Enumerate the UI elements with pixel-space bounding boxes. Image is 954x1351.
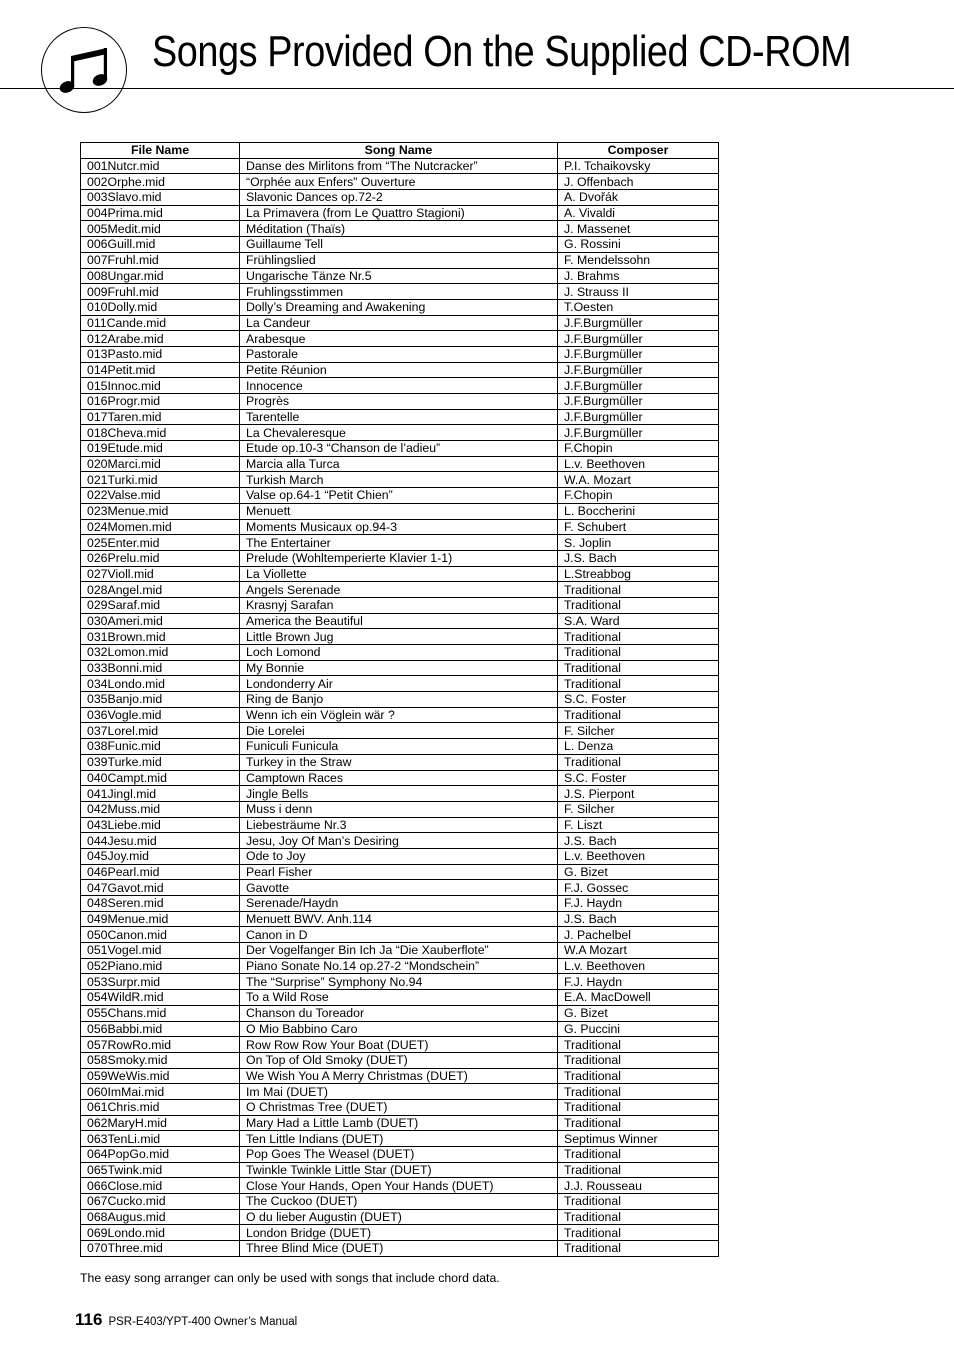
table-row xyxy=(81,519,719,535)
table-row xyxy=(81,221,719,237)
file-name-cell: 026Prelu.mid xyxy=(81,550,240,566)
table-row xyxy=(81,927,719,943)
song-name-cell: Progrès xyxy=(240,394,558,410)
file-name-cell: 056Babbi.mid xyxy=(81,1021,240,1037)
composer-cell: J.F.Burgmüller xyxy=(558,315,719,331)
table-row xyxy=(81,896,719,912)
table-row xyxy=(81,582,719,598)
song-name-cell: Little Brown Jug xyxy=(240,629,558,645)
composer-cell: Traditional xyxy=(558,660,719,676)
file-name-cell: 010Dolly.mid xyxy=(81,299,240,315)
table-row xyxy=(81,174,719,190)
table-body xyxy=(81,158,719,1256)
song-name-cell: We Wish You A Merry Christmas (DUET) xyxy=(240,1068,558,1084)
file-name-cell: 030Ameri.mid xyxy=(81,613,240,629)
song-name-cell: The Entertainer xyxy=(240,535,558,551)
file-name-cell: 045Joy.mid xyxy=(81,848,240,864)
table-row xyxy=(81,299,719,315)
composer-cell: Traditional xyxy=(558,1115,719,1131)
file-name-cell: 040Campt.mid xyxy=(81,770,240,786)
table-row xyxy=(81,848,719,864)
song-name-cell: On Top of Old Smoky (DUET) xyxy=(240,1052,558,1068)
song-name-cell: Dolly’s Dreaming and Awakening xyxy=(240,299,558,315)
file-name-cell: 004Prima.mid xyxy=(81,205,240,221)
table-row xyxy=(81,864,719,880)
file-name-cell: 018Cheva.mid xyxy=(81,425,240,441)
composer-cell: Traditional xyxy=(558,1037,719,1053)
table-row xyxy=(81,535,719,551)
file-name-cell: 038Funic.mid xyxy=(81,739,240,755)
song-name-cell: My Bonnie xyxy=(240,660,558,676)
file-name-cell: 047Gavot.mid xyxy=(81,880,240,896)
composer-cell: J.F.Burgmüller xyxy=(558,409,719,425)
table-row xyxy=(81,158,719,174)
song-name-cell: Pop Goes The Weasel (DUET) xyxy=(240,1147,558,1163)
table-row xyxy=(81,331,719,347)
composer-cell: Septimus Winner xyxy=(558,1131,719,1147)
composer-cell: L.Streabbog xyxy=(558,566,719,582)
table-row xyxy=(81,817,719,833)
composer-cell: A. Dvořák xyxy=(558,190,719,206)
composer-cell: J.F.Burgmüller xyxy=(558,394,719,410)
song-name-cell: La Candeur xyxy=(240,315,558,331)
file-name-cell: 021Turki.mid xyxy=(81,472,240,488)
composer-cell: S.C. Foster xyxy=(558,770,719,786)
song-name-cell: Ungarische Tänze Nr.5 xyxy=(240,268,558,284)
song-name-cell: The “Surprise” Symphony No.94 xyxy=(240,974,558,990)
table-row xyxy=(81,1068,719,1084)
table-row xyxy=(81,1131,719,1147)
song-name-cell: Krasnyj Sarafan xyxy=(240,597,558,613)
file-name-cell: 066Close.mid xyxy=(81,1178,240,1194)
composer-cell: L. Denza xyxy=(558,739,719,755)
table-row xyxy=(81,1225,719,1241)
table-row xyxy=(81,801,719,817)
table-row xyxy=(81,550,719,566)
composer-cell: J.S. Bach xyxy=(558,911,719,927)
page-footer xyxy=(75,1310,297,1330)
file-name-cell: 058Smoky.mid xyxy=(81,1052,240,1068)
composer-cell: Traditional xyxy=(558,1084,719,1100)
file-name-cell: 050Canon.mid xyxy=(81,927,240,943)
file-name-cell: 070Three.mid xyxy=(81,1241,240,1257)
file-name-cell: 023Menue.mid xyxy=(81,503,240,519)
song-name-cell: O du lieber Augustin (DUET) xyxy=(240,1209,558,1225)
table-row xyxy=(81,958,719,974)
composer-cell: J. Offenbach xyxy=(558,174,719,190)
table-row xyxy=(81,1052,719,1068)
file-name-cell: 027Violl.mid xyxy=(81,566,240,582)
table-row xyxy=(81,409,719,425)
composer-cell: J. Massenet xyxy=(558,221,719,237)
composer-cell: J.S. Bach xyxy=(558,550,719,566)
table-row xyxy=(81,394,719,410)
song-name-cell: America the Beautiful xyxy=(240,613,558,629)
file-name-cell: 019Etude.mid xyxy=(81,441,240,457)
file-name-cell: 055Chans.mid xyxy=(81,1005,240,1021)
table-row xyxy=(81,990,719,1006)
song-name-cell: Ten Little Indians (DUET) xyxy=(240,1131,558,1147)
file-name-cell: 043Liebe.mid xyxy=(81,817,240,833)
song-name-cell: Pearl Fisher xyxy=(240,864,558,880)
composer-cell: J.S. Bach xyxy=(558,833,719,849)
composer-cell: J.S. Pierpont xyxy=(558,786,719,802)
table-row xyxy=(81,833,719,849)
table-row xyxy=(81,597,719,613)
table-row xyxy=(81,441,719,457)
file-name-cell: 041Jingl.mid xyxy=(81,786,240,802)
file-name-cell: 054WildR.mid xyxy=(81,990,240,1006)
table-row xyxy=(81,676,719,692)
song-name-cell: Mary Had a Little Lamb (DUET) xyxy=(240,1115,558,1131)
table-row xyxy=(81,770,719,786)
footnote: The easy song arranger can only be used with songs that include chord data. xyxy=(80,1271,500,1285)
composer-cell: J.F.Burgmüller xyxy=(558,346,719,362)
composer-cell: J.F.Burgmüller xyxy=(558,425,719,441)
file-name-cell: 003Slavo.mid xyxy=(81,190,240,206)
manual-name: PSR-E403/YPT-400 Owner’s Manual xyxy=(108,1316,298,1328)
song-name-cell: Jesu, Joy Of Man’s Desiring xyxy=(240,833,558,849)
file-name-cell: 052Piano.mid xyxy=(81,958,240,974)
song-name-cell: London Bridge (DUET) xyxy=(240,1225,558,1241)
file-name-cell: 031Brown.mid xyxy=(81,629,240,645)
composer-cell: Traditional xyxy=(558,1068,719,1084)
song-name-cell: Liebesträume Nr.3 xyxy=(240,817,558,833)
composer-cell: J.F.Burgmüller xyxy=(558,362,719,378)
song-name-cell: La Chevaleresque xyxy=(240,425,558,441)
composer-cell: Traditional xyxy=(558,707,719,723)
composer-cell: Traditional xyxy=(558,1147,719,1163)
table-row xyxy=(81,362,719,378)
song-name-cell: Innocence xyxy=(240,378,558,394)
composer-cell: W.A Mozart xyxy=(558,943,719,959)
song-name-cell: Guillaume Tell xyxy=(240,237,558,253)
composer-cell: Traditional xyxy=(558,645,719,661)
song-name-cell: Arabesque xyxy=(240,331,558,347)
file-name-cell: 008Ungar.mid xyxy=(81,268,240,284)
song-name-cell: Menuett BWV. Anh.114 xyxy=(240,911,558,927)
song-name-cell: The Cuckoo (DUET) xyxy=(240,1194,558,1210)
file-name-cell: 069Londo.mid xyxy=(81,1225,240,1241)
composer-cell: F. Mendelssohn xyxy=(558,252,719,268)
song-name-cell: Valse op.64-1 “Petit Chien” xyxy=(240,488,558,504)
song-name-cell: Pastorale xyxy=(240,346,558,362)
table-row xyxy=(81,645,719,661)
song-name-cell: La Viollette xyxy=(240,566,558,582)
composer-cell: F.J. Gossec xyxy=(558,880,719,896)
composer-cell: Traditional xyxy=(558,582,719,598)
song-name-cell: Prelude (Wohltemperierte Klavier 1-1) xyxy=(240,550,558,566)
composer-cell: F.Chopin xyxy=(558,488,719,504)
composer-cell: F.J. Haydn xyxy=(558,896,719,912)
composer-cell: J.J. Rousseau xyxy=(558,1178,719,1194)
file-name-cell: 068Augus.mid xyxy=(81,1209,240,1225)
music-note-icon xyxy=(41,27,127,113)
file-name-cell: 028Angel.mid xyxy=(81,582,240,598)
song-name-cell: Die Lorelei xyxy=(240,723,558,739)
composer-cell: P.I. Tchaikovsky xyxy=(558,158,719,174)
song-name-cell: Serenade/Haydn xyxy=(240,896,558,912)
song-name-cell: Jingle Bells xyxy=(240,786,558,802)
song-name-cell: Wenn ich ein Vöglein wär ? xyxy=(240,707,558,723)
song-name-cell: Méditation (Thaïs) xyxy=(240,221,558,237)
song-name-cell: La Primavera (from Le Quattro Stagioni) xyxy=(240,205,558,221)
composer-cell: S.C. Foster xyxy=(558,692,719,708)
song-name-cell: Chanson du Toreador xyxy=(240,1005,558,1021)
table-row xyxy=(81,613,719,629)
composer-cell: J.F.Burgmüller xyxy=(558,331,719,347)
table-header-row xyxy=(81,143,719,159)
composer-cell: Traditional xyxy=(558,1225,719,1241)
file-name-cell: 059WeWis.mid xyxy=(81,1068,240,1084)
table-row xyxy=(81,1037,719,1053)
song-name-cell: Close Your Hands, Open Your Hands (DUET) xyxy=(240,1178,558,1194)
file-name-cell: 007Fruhl.mid xyxy=(81,252,240,268)
file-name-cell: 048Seren.mid xyxy=(81,896,240,912)
composer-cell: G. Bizet xyxy=(558,864,719,880)
table-row xyxy=(81,1099,719,1115)
file-name-cell: 039Turke.mid xyxy=(81,754,240,770)
file-name-cell: 001Nutcr.mid xyxy=(81,158,240,174)
file-name-cell: 051Vogel.mid xyxy=(81,943,240,959)
composer-cell: S.A. Ward xyxy=(558,613,719,629)
file-name-cell: 011Cande.mid xyxy=(81,315,240,331)
composer-cell: Traditional xyxy=(558,1241,719,1257)
file-name-cell: 024Momen.mid xyxy=(81,519,240,535)
table-row xyxy=(81,315,719,331)
file-name-cell: 034Londo.mid xyxy=(81,676,240,692)
song-name-cell: Menuett xyxy=(240,503,558,519)
composer-cell: Traditional xyxy=(558,1052,719,1068)
song-name-cell: Ode to Joy xyxy=(240,848,558,864)
table-row xyxy=(81,692,719,708)
song-name-cell: Tarentelle xyxy=(240,409,558,425)
song-name-cell: Funiculi Funicula xyxy=(240,739,558,755)
composer-cell: J. Pachelbel xyxy=(558,927,719,943)
song-name-cell: Turkey in the Straw xyxy=(240,754,558,770)
table-row xyxy=(81,1209,719,1225)
table-row xyxy=(81,284,719,300)
table-row xyxy=(81,1005,719,1021)
song-name-cell: Danse des Mirlitons from “The Nutcracker” xyxy=(240,158,558,174)
song-name-cell: Three Blind Mice (DUET) xyxy=(240,1241,558,1257)
composer-cell: F.J. Haydn xyxy=(558,974,719,990)
title-rule xyxy=(0,88,954,89)
table-row xyxy=(81,566,719,582)
file-name-cell: 057RowRo.mid xyxy=(81,1037,240,1053)
table-row xyxy=(81,425,719,441)
song-name-cell: Im Mai (DUET) xyxy=(240,1084,558,1100)
file-name-cell: 064PopGo.mid xyxy=(81,1147,240,1163)
table-row xyxy=(81,237,719,253)
page-number: 116 xyxy=(75,1310,103,1329)
file-name-cell: 067Cucko.mid xyxy=(81,1194,240,1210)
table-row xyxy=(81,974,719,990)
song-name-cell: Petite Réunion xyxy=(240,362,558,378)
table-row xyxy=(81,346,719,362)
song-name-cell: Camptown Races xyxy=(240,770,558,786)
table-row xyxy=(81,629,719,645)
composer-cell: Traditional xyxy=(558,676,719,692)
song-name-cell: O Mio Babbino Caro xyxy=(240,1021,558,1037)
table-row xyxy=(81,754,719,770)
composer-cell: A. Vivaldi xyxy=(558,205,719,221)
song-name-cell: Row Row Row Your Boat (DUET) xyxy=(240,1037,558,1053)
table-row xyxy=(81,190,719,206)
file-name-cell: 065Twink.mid xyxy=(81,1162,240,1178)
file-name-cell: 053Surpr.mid xyxy=(81,974,240,990)
column-header-composer: Composer xyxy=(558,143,719,159)
composer-cell: Traditional xyxy=(558,1194,719,1210)
file-name-cell: 046Pearl.mid xyxy=(81,864,240,880)
file-name-cell: 016Progr.mid xyxy=(81,394,240,410)
table-row xyxy=(81,488,719,504)
composer-cell: L.v. Beethoven xyxy=(558,958,719,974)
composer-cell: L.v. Beethoven xyxy=(558,456,719,472)
file-name-cell: 049Menue.mid xyxy=(81,911,240,927)
song-name-cell: Fruhlingsstimmen xyxy=(240,284,558,300)
composer-cell: Traditional xyxy=(558,754,719,770)
file-name-cell: 014Petit.mid xyxy=(81,362,240,378)
file-name-cell: 033Bonni.mid xyxy=(81,660,240,676)
song-name-cell: Londonderry Air xyxy=(240,676,558,692)
table-row xyxy=(81,1162,719,1178)
table-row xyxy=(81,786,719,802)
file-name-cell: 036Vogle.mid xyxy=(81,707,240,723)
table-row xyxy=(81,1021,719,1037)
table-row xyxy=(81,880,719,896)
composer-cell: Traditional xyxy=(558,597,719,613)
composer-cell: L. Boccherini xyxy=(558,503,719,519)
file-name-cell: 029Saraf.mid xyxy=(81,597,240,613)
file-name-cell: 009Fruhl.mid xyxy=(81,284,240,300)
table-row xyxy=(81,911,719,927)
composer-cell: G. Rossini xyxy=(558,237,719,253)
song-name-cell: Loch Lomond xyxy=(240,645,558,661)
file-name-cell: 002Orphe.mid xyxy=(81,174,240,190)
table-row xyxy=(81,268,719,284)
column-header-song-name: Song Name xyxy=(240,143,558,159)
table-row xyxy=(81,1115,719,1131)
table-row xyxy=(81,1194,719,1210)
file-name-cell: 020Marci.mid xyxy=(81,456,240,472)
composer-cell: Traditional xyxy=(558,1209,719,1225)
file-name-cell: 015Innoc.mid xyxy=(81,378,240,394)
song-name-cell: Slavonic Dances op.72-2 xyxy=(240,190,558,206)
music-note-glyph xyxy=(56,42,114,100)
composer-cell: W.A. Mozart xyxy=(558,472,719,488)
song-name-cell: Gavotte xyxy=(240,880,558,896)
song-name-cell: Turkish March xyxy=(240,472,558,488)
file-name-cell: 012Arabe.mid xyxy=(81,331,240,347)
table-row xyxy=(81,723,719,739)
table-row xyxy=(81,472,719,488)
composer-cell: F.Chopin xyxy=(558,441,719,457)
song-name-cell: Ring de Banjo xyxy=(240,692,558,708)
composer-cell: T.Oesten xyxy=(558,299,719,315)
file-name-cell: 042Muss.mid xyxy=(81,801,240,817)
composer-cell: G. Bizet xyxy=(558,1005,719,1021)
composer-cell: F. Liszt xyxy=(558,817,719,833)
file-name-cell: 037Lorel.mid xyxy=(81,723,240,739)
file-name-cell: 061Chris.mid xyxy=(81,1099,240,1115)
song-table xyxy=(80,142,719,1257)
file-name-cell: 022Valse.mid xyxy=(81,488,240,504)
song-name-cell: Angels Serenade xyxy=(240,582,558,598)
composer-cell: Traditional xyxy=(558,1162,719,1178)
table-row xyxy=(81,1084,719,1100)
table-row xyxy=(81,707,719,723)
song-name-cell: “Orphée aux Enfers” Ouverture xyxy=(240,174,558,190)
composer-cell: G. Puccini xyxy=(558,1021,719,1037)
table-row xyxy=(81,660,719,676)
composer-cell: Traditional xyxy=(558,629,719,645)
file-name-cell: 035Banjo.mid xyxy=(81,692,240,708)
composer-cell: S. Joplin xyxy=(558,535,719,551)
file-name-cell: 017Taren.mid xyxy=(81,409,240,425)
composer-cell: E.A. MacDowell xyxy=(558,990,719,1006)
table-row xyxy=(81,943,719,959)
table-row xyxy=(81,739,719,755)
file-name-cell: 013Pasto.mid xyxy=(81,346,240,362)
file-name-cell: 005Medit.mid xyxy=(81,221,240,237)
file-name-cell: 060ImMai.mid xyxy=(81,1084,240,1100)
table-row xyxy=(81,378,719,394)
file-name-cell: 032Lomon.mid xyxy=(81,645,240,661)
song-name-cell: Muss i denn xyxy=(240,801,558,817)
composer-cell: J. Strauss II xyxy=(558,284,719,300)
composer-cell: F. Silcher xyxy=(558,801,719,817)
song-name-cell: Marcia alla Turca xyxy=(240,456,558,472)
table-row xyxy=(81,205,719,221)
song-name-cell: Der Vogelfanger Bin Ich Ja “Die Xauberflote” xyxy=(240,943,558,959)
song-name-cell: O Christmas Tree (DUET) xyxy=(240,1099,558,1115)
table-row xyxy=(81,252,719,268)
composer-cell: F. Schubert xyxy=(558,519,719,535)
table-row xyxy=(81,1178,719,1194)
column-header-file-name: File Name xyxy=(81,143,240,159)
song-name-cell: Frühlingslied xyxy=(240,252,558,268)
file-name-cell: 062MaryH.mid xyxy=(81,1115,240,1131)
song-name-cell: Moments Musicaux op.94-3 xyxy=(240,519,558,535)
table-row xyxy=(81,456,719,472)
song-name-cell: Piano Sonate No.14 op.27-2 “Mondschein” xyxy=(240,958,558,974)
table-row xyxy=(81,1241,719,1257)
composer-cell: Traditional xyxy=(558,1099,719,1115)
song-name-cell: Canon in D xyxy=(240,927,558,943)
table-row xyxy=(81,1147,719,1163)
song-name-cell: Twinkle Twinkle Little Star (DUET) xyxy=(240,1162,558,1178)
composer-cell: F. Silcher xyxy=(558,723,719,739)
song-name-cell: Etude op.10-3 “Chanson de l’adieu” xyxy=(240,441,558,457)
composer-cell: L.v. Beethoven xyxy=(558,848,719,864)
file-name-cell: 044Jesu.mid xyxy=(81,833,240,849)
page-title: Songs Provided On the Supplied CD-ROM xyxy=(152,27,852,76)
file-name-cell: 063TenLi.mid xyxy=(81,1131,240,1147)
file-name-cell: 025Enter.mid xyxy=(81,535,240,551)
composer-cell: J.F.Burgmüller xyxy=(558,378,719,394)
table-row xyxy=(81,503,719,519)
song-name-cell: To a Wild Rose xyxy=(240,990,558,1006)
file-name-cell: 006Guill.mid xyxy=(81,237,240,253)
composer-cell: J. Brahms xyxy=(558,268,719,284)
